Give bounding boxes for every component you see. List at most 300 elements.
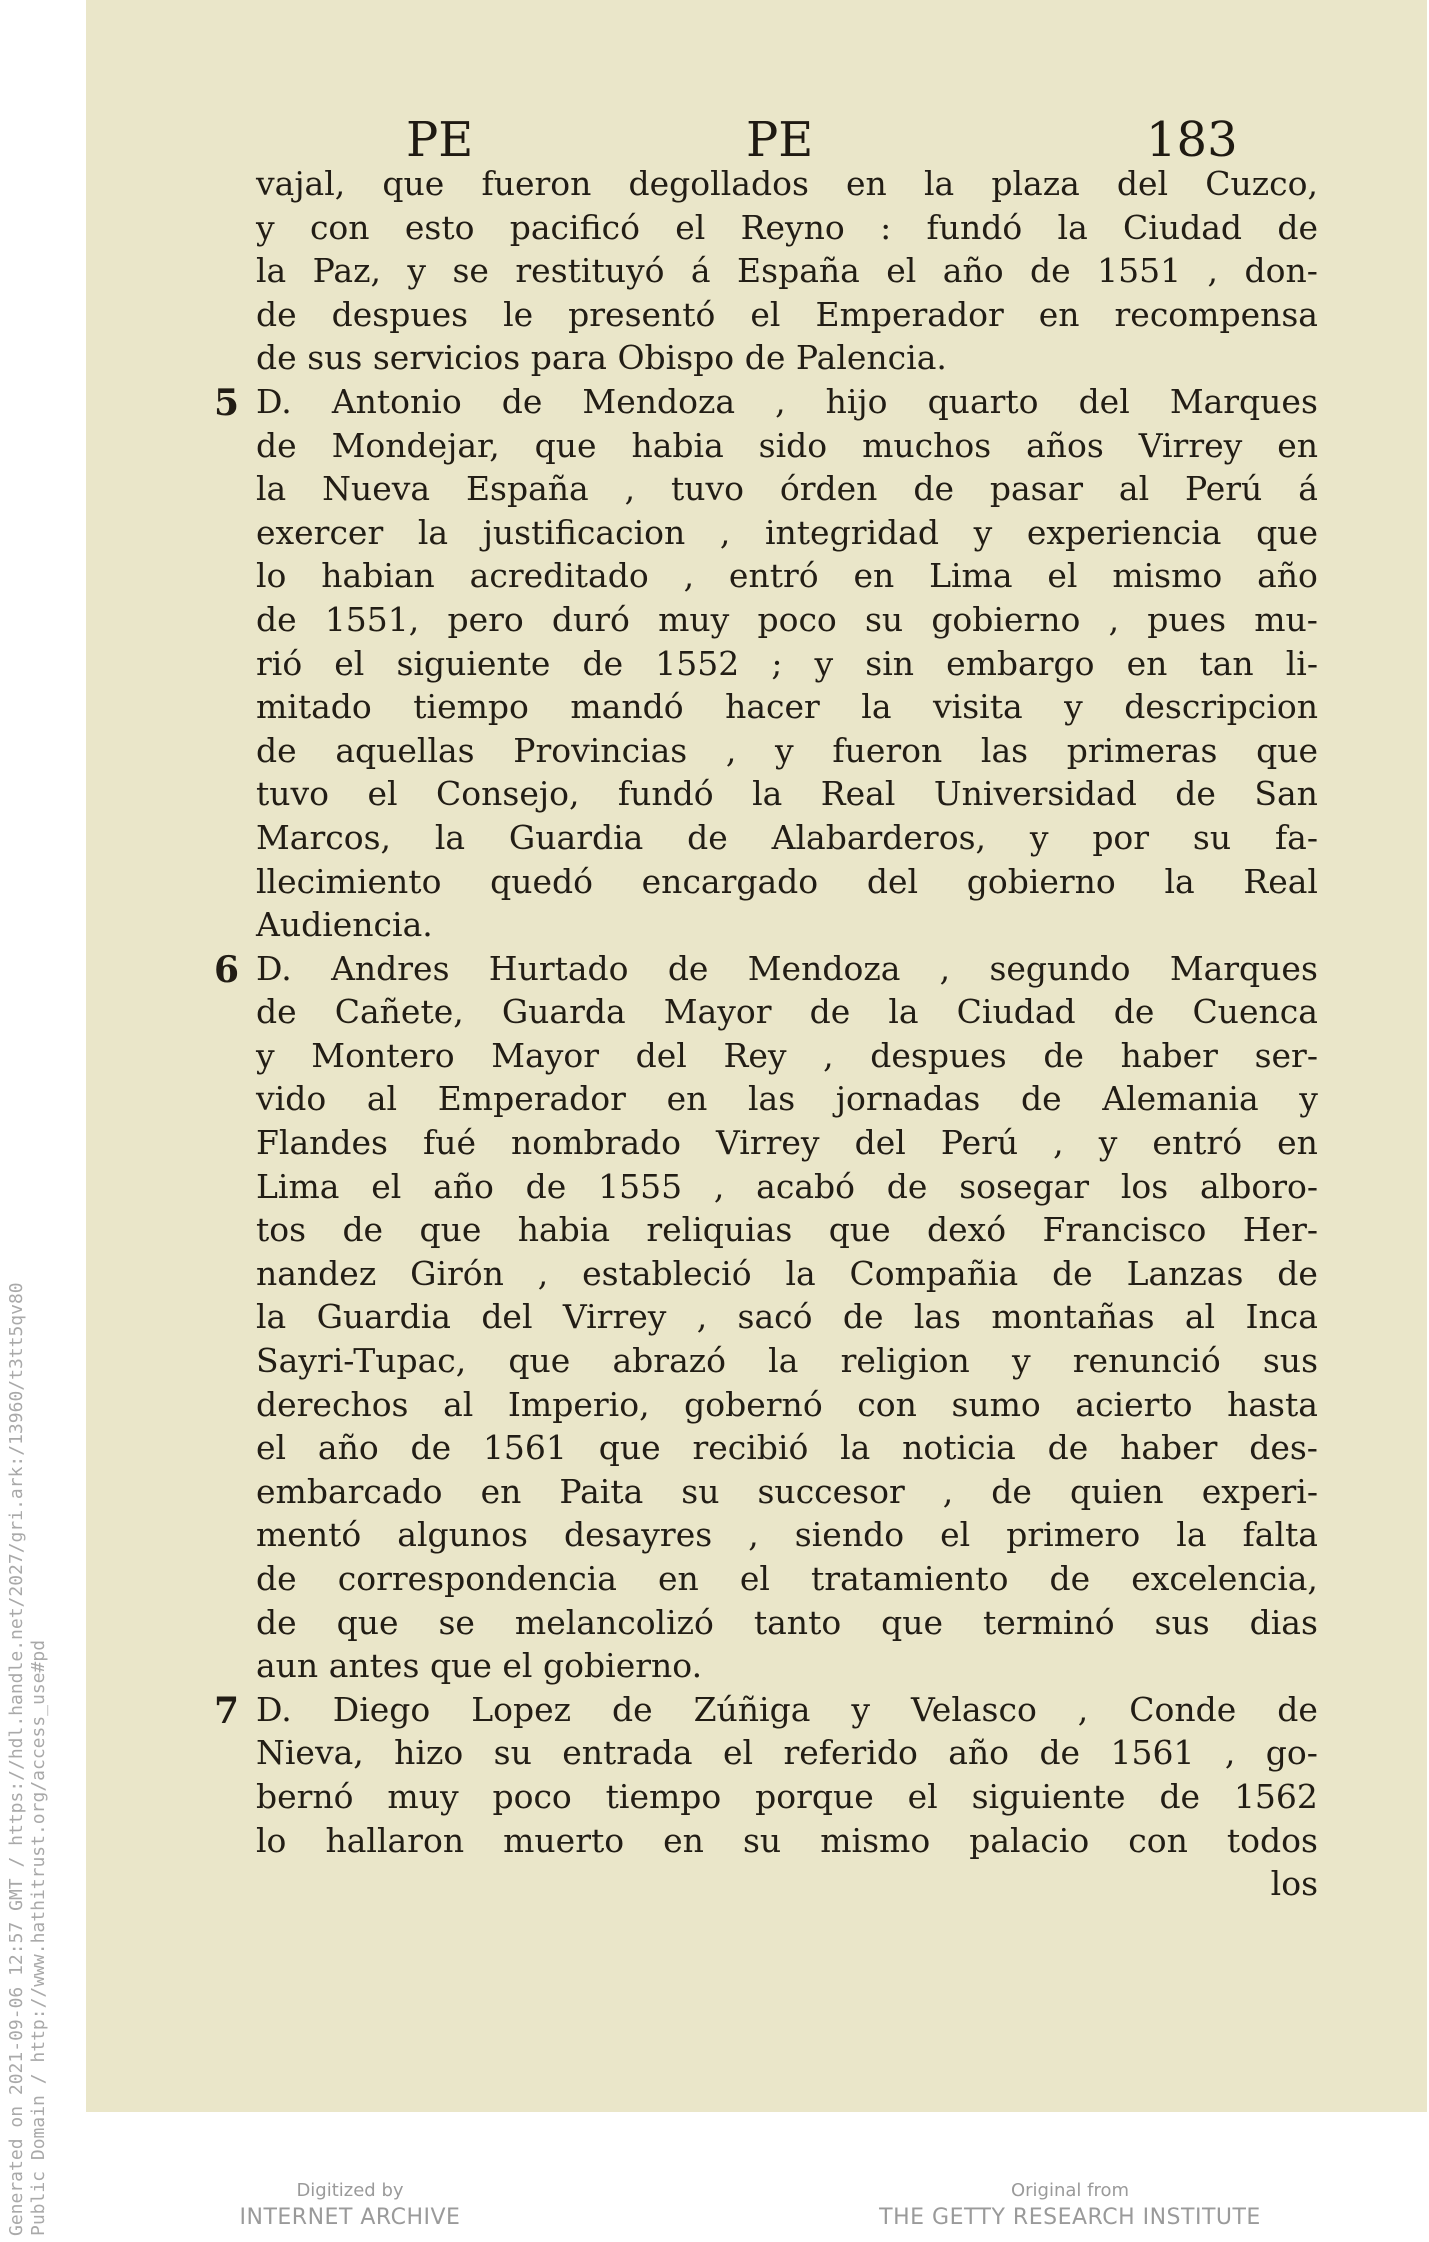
- text-line: [256, 336, 1318, 380]
- word: siendo: [794, 1515, 905, 1555]
- text-line: [256, 990, 1318, 1034]
- word: excelencia,: [1131, 1559, 1318, 1598]
- word: la: [256, 1297, 287, 1337]
- word: Andres: [331, 948, 450, 988]
- text-line: [256, 554, 1318, 598]
- word: ,: [939, 948, 951, 988]
- word: del: [1078, 381, 1130, 421]
- word: restituyó: [515, 251, 665, 291]
- word: ,: [537, 1253, 549, 1293]
- header-left-term: PE: [406, 112, 474, 168]
- word: 1551: [1097, 251, 1182, 291]
- word: Lopez: [471, 1689, 572, 1729]
- word: la: [417, 512, 449, 552]
- word: fué: [423, 1123, 476, 1163]
- word: Mendoza: [747, 948, 901, 988]
- text-line: [256, 598, 1318, 642]
- word: las: [980, 730, 1029, 770]
- word: ser-: [1254, 1035, 1318, 1075]
- word: en: [1277, 425, 1318, 465]
- word: des-: [1249, 1428, 1318, 1468]
- word: de: [1043, 1035, 1084, 1075]
- word: de: [1052, 1253, 1093, 1293]
- word: su: [681, 1471, 720, 1511]
- footer-internet-archive: INTERNET ARCHIVE: [239, 2205, 461, 2230]
- text-line: [256, 772, 1318, 816]
- word: Emperador: [815, 294, 1004, 334]
- word: Virrey: [1138, 425, 1243, 465]
- word: pues: [1147, 599, 1227, 639]
- main-text: [256, 162, 1318, 1906]
- word: entró: [728, 556, 819, 596]
- word: que: [419, 1210, 482, 1250]
- text-line: [256, 685, 1318, 729]
- word: desayres: [564, 1515, 713, 1555]
- word: derechos: [256, 1384, 409, 1424]
- word: vido: [256, 1079, 327, 1119]
- word: Conde: [1129, 1689, 1237, 1729]
- word: el: [886, 251, 917, 291]
- word: descripcion: [1124, 687, 1318, 727]
- word: Cuenca: [1192, 992, 1318, 1032]
- word: palacio: [969, 1820, 1090, 1860]
- word: para: [530, 338, 607, 378]
- word: rió: [256, 643, 303, 683]
- word: el: [940, 1515, 971, 1555]
- word: con: [309, 207, 370, 247]
- word: Nueva: [322, 469, 431, 509]
- word: lo: [256, 1820, 287, 1860]
- word: del: [481, 1297, 533, 1337]
- word: Mendoza: [582, 381, 736, 421]
- word: á: [1298, 469, 1318, 509]
- word: año: [433, 1166, 494, 1206]
- word: gobernó: [684, 1384, 823, 1424]
- word: llecimiento: [256, 861, 442, 901]
- word: estableció: [582, 1253, 752, 1293]
- word: y: [1299, 1079, 1318, 1119]
- word: Perú: [940, 1123, 1019, 1163]
- word: terminó: [983, 1602, 1115, 1642]
- word: de: [1159, 1776, 1201, 1816]
- word: en: [1126, 643, 1168, 683]
- word: la: [840, 1428, 871, 1468]
- word: quien: [1069, 1471, 1164, 1511]
- word: ,: [725, 730, 737, 770]
- word: de: [256, 730, 297, 770]
- word: que: [1256, 512, 1318, 552]
- word: mu-: [1254, 599, 1318, 639]
- word: años: [1026, 425, 1104, 465]
- word: ,: [1207, 251, 1219, 291]
- word: al: [443, 1384, 474, 1424]
- word: del: [866, 861, 919, 901]
- word: tratamiento: [811, 1559, 1009, 1598]
- word: experiencia: [1026, 512, 1222, 552]
- word: en: [853, 556, 895, 596]
- word: montañas: [991, 1297, 1155, 1337]
- text-line: [256, 1034, 1318, 1078]
- word: gobierno: [931, 599, 1081, 639]
- text-line: [256, 1426, 1318, 1470]
- word: tan: [1199, 643, 1254, 683]
- word: la: [785, 1253, 816, 1293]
- word: ,: [696, 1297, 708, 1337]
- word: Sayri-Tupac,: [256, 1341, 467, 1381]
- word: le: [503, 294, 534, 334]
- word: mismo: [820, 1820, 931, 1860]
- word: entrada: [562, 1733, 693, 1773]
- word: hallaron: [325, 1820, 465, 1860]
- word: de: [1277, 1253, 1318, 1293]
- word: Lanzas: [1126, 1253, 1244, 1293]
- word: Palencia.: [795, 338, 947, 378]
- word: el: [675, 207, 706, 247]
- word: Lima: [256, 1166, 340, 1206]
- word: de: [501, 381, 543, 421]
- text-line: [256, 947, 1318, 991]
- word: en: [658, 1559, 699, 1598]
- word: la: [256, 469, 287, 509]
- text-line: [256, 1077, 1318, 1121]
- text-line: [256, 1731, 1318, 1775]
- word: Lima: [929, 556, 1013, 596]
- word: de: [582, 643, 624, 683]
- word: aquellas: [335, 730, 475, 770]
- word: en: [1277, 1123, 1318, 1163]
- text-line: [256, 249, 1318, 293]
- word: de: [913, 469, 954, 509]
- word: primeras: [1066, 730, 1218, 770]
- word: tuvo: [670, 469, 745, 509]
- text-line: [256, 1295, 1318, 1339]
- word: la: [888, 992, 919, 1032]
- word: en: [666, 1079, 708, 1119]
- side-stamp-line-2: Public Domain / http://www.hathitrust.org/access_use#pd: [28, 1639, 49, 2236]
- header-center-term: PE: [746, 112, 814, 168]
- word: se: [452, 251, 489, 291]
- word: don-: [1244, 251, 1318, 291]
- word: ,: [823, 1035, 834, 1075]
- word: pero: [447, 599, 524, 639]
- word: España: [737, 251, 860, 291]
- word: acreditado: [469, 556, 649, 596]
- word: sus: [307, 338, 363, 378]
- word: gobierno: [966, 861, 1116, 901]
- word: de: [809, 992, 851, 1032]
- footer-original-from: Original from: [1010, 2180, 1130, 2201]
- word: quedó: [490, 861, 593, 901]
- word: Cañete,: [334, 992, 464, 1032]
- word: la: [434, 817, 466, 857]
- word: el: [334, 643, 365, 683]
- word: Emperador: [437, 1079, 626, 1119]
- word: Rey: [723, 1035, 787, 1075]
- word: que: [508, 1341, 571, 1381]
- word: Marcos,: [256, 817, 392, 857]
- word: Velasco: [910, 1689, 1037, 1729]
- word: en: [846, 164, 887, 203]
- word: mentó: [256, 1515, 362, 1555]
- word: Virrey: [562, 1297, 667, 1337]
- text-line: [256, 642, 1318, 686]
- word: Marques: [1169, 948, 1318, 988]
- word: Inca: [1245, 1297, 1318, 1337]
- word: del: [854, 1123, 906, 1163]
- word: ;: [771, 643, 783, 683]
- word: sumo: [951, 1384, 1041, 1424]
- word: vajal,: [256, 164, 346, 203]
- word: de: [1030, 251, 1071, 291]
- word: el: [367, 774, 398, 814]
- word: de: [1020, 1079, 1062, 1119]
- word: embargo: [946, 643, 1095, 683]
- entry-number: 5: [214, 382, 240, 424]
- side-stamp-line-1: Generated on 2021-09-06 12:57 GMT / https://hdl.handle.net/2027/gri.ark:/13960/t3tt5qv80: [6, 1282, 27, 2236]
- word: su: [493, 1733, 532, 1773]
- word: reliquias: [646, 1210, 793, 1250]
- word: Provincias: [513, 730, 688, 770]
- word: Obispo: [617, 338, 735, 378]
- word: Antonio: [331, 381, 462, 421]
- word: y: [1064, 687, 1083, 727]
- word: con: [1128, 1820, 1188, 1860]
- word: renunció: [1072, 1341, 1221, 1381]
- word: Real: [820, 774, 896, 814]
- word: y: [851, 1689, 871, 1729]
- word: recompensa: [1114, 294, 1318, 334]
- word: su: [1192, 817, 1232, 857]
- word: Ciudad: [1123, 207, 1243, 247]
- word: Mondejar,: [331, 425, 500, 465]
- word: y: [973, 512, 993, 552]
- word: ,: [775, 381, 786, 421]
- word: Mayor: [491, 1035, 599, 1075]
- word: el: [502, 1646, 533, 1686]
- text-line: [256, 1165, 1318, 1209]
- word: mitado: [256, 687, 372, 727]
- word: y: [1098, 1123, 1118, 1163]
- word: noticia: [902, 1428, 1016, 1468]
- word: el: [1047, 556, 1078, 596]
- footer-original: [860, 2180, 1280, 2230]
- word: ,: [942, 1471, 954, 1511]
- word: pasar: [989, 469, 1084, 509]
- word: año: [1257, 556, 1318, 596]
- word: aun: [256, 1646, 319, 1686]
- word: succesor: [757, 1471, 905, 1511]
- word: siguiente: [396, 643, 551, 683]
- word: poco: [492, 1776, 572, 1816]
- word: de: [1175, 774, 1216, 814]
- word: al: [1118, 469, 1150, 509]
- text-line: [256, 511, 1318, 555]
- word: correspondencia: [337, 1559, 617, 1598]
- catchword-text: los: [1270, 1864, 1318, 1904]
- word: al: [1184, 1297, 1216, 1337]
- word: fa-: [1274, 817, 1318, 857]
- word: justificacion: [482, 512, 686, 552]
- word: año: [948, 1733, 1010, 1773]
- word: de: [842, 1297, 884, 1337]
- word: de: [256, 1602, 297, 1642]
- word: ,: [1108, 599, 1120, 639]
- word: muy: [387, 1776, 459, 1816]
- word: abrazó: [612, 1341, 727, 1381]
- word: ,: [624, 469, 636, 509]
- word: Alemania: [1102, 1079, 1259, 1119]
- word: su: [864, 599, 904, 639]
- word: Ciudad: [956, 992, 1076, 1032]
- word: la: [768, 1341, 799, 1381]
- word: integridad: [764, 512, 939, 552]
- catchword: [256, 1862, 1318, 1906]
- text-line: [256, 1121, 1318, 1165]
- word: servicios: [372, 338, 521, 378]
- text-line: [256, 1775, 1318, 1819]
- word: y: [256, 1035, 275, 1075]
- word: nandez: [256, 1253, 377, 1293]
- text-line: [256, 1339, 1318, 1383]
- word: de: [1277, 207, 1318, 247]
- text-line: [256, 380, 1318, 424]
- word: órden: [779, 469, 878, 509]
- word: entró: [1152, 1123, 1243, 1163]
- word: ,: [683, 556, 695, 596]
- word: degollados: [628, 164, 809, 203]
- word: de: [744, 338, 786, 378]
- word: ,: [719, 512, 731, 552]
- word: Cuzco,: [1205, 164, 1318, 203]
- word: sus: [1154, 1602, 1210, 1642]
- word: la: [1176, 1515, 1207, 1555]
- word: poco: [757, 599, 837, 639]
- word: recibió: [692, 1428, 809, 1468]
- word: habia: [517, 1210, 611, 1250]
- word: gobierno.: [543, 1646, 703, 1686]
- word: se: [438, 1602, 475, 1642]
- word: 1551,: [324, 599, 420, 639]
- word: que: [1256, 730, 1318, 770]
- page-number: 183: [1146, 112, 1238, 168]
- word: de: [991, 1471, 1032, 1511]
- word: D.: [256, 1689, 292, 1729]
- word: Girón: [410, 1253, 504, 1293]
- word: alboro-: [1199, 1166, 1318, 1206]
- word: experi-: [1201, 1471, 1318, 1511]
- word: referido: [783, 1733, 918, 1773]
- word: mismo: [1112, 556, 1223, 596]
- word: religion: [840, 1341, 970, 1381]
- word: despues: [870, 1035, 1007, 1075]
- word: Reyno: [740, 207, 845, 247]
- word: el: [750, 294, 781, 334]
- word: Montero: [311, 1035, 455, 1075]
- text-line: [256, 1644, 1318, 1688]
- word: y: [256, 207, 275, 247]
- word: presentó: [568, 294, 716, 334]
- word: la: [923, 164, 955, 203]
- word: Virrey: [716, 1123, 820, 1163]
- word: tiempo: [413, 687, 529, 727]
- word: muerto: [503, 1820, 625, 1860]
- word: que: [828, 1210, 891, 1250]
- word: primero: [1006, 1515, 1141, 1555]
- text-line: [256, 816, 1318, 860]
- word: antes: [328, 1646, 420, 1686]
- word: habian: [321, 556, 435, 596]
- word: algunos: [397, 1515, 528, 1555]
- word: quarto: [927, 381, 1039, 421]
- word: ,: [1224, 1733, 1236, 1773]
- word: Real: [1243, 861, 1318, 901]
- word: año: [317, 1428, 379, 1468]
- book-page: [86, 0, 1427, 2112]
- word: que: [534, 425, 597, 465]
- word: Francisco: [1042, 1210, 1207, 1250]
- word: de: [1047, 1428, 1089, 1468]
- word: la: [861, 687, 892, 727]
- text-line: [256, 1208, 1318, 1252]
- footer-digitized: [200, 2180, 500, 2230]
- word: todos: [1226, 1820, 1318, 1860]
- word: del: [1116, 164, 1169, 203]
- word: melancolizó: [514, 1602, 714, 1642]
- word: D.: [256, 948, 292, 988]
- word: siguiente: [971, 1776, 1126, 1816]
- text-line: [256, 1470, 1318, 1514]
- word: haber: [1120, 1428, 1218, 1468]
- word: de: [256, 992, 297, 1032]
- word: encargado: [641, 861, 819, 901]
- word: al: [366, 1079, 398, 1119]
- word: del: [635, 1035, 687, 1075]
- word: Audiencia.: [256, 905, 433, 945]
- text-line: [256, 424, 1318, 468]
- text-line: [256, 467, 1318, 511]
- word: España: [465, 469, 589, 509]
- word: de: [667, 948, 709, 988]
- word: hijo: [825, 381, 888, 421]
- word: San: [1254, 774, 1318, 814]
- word: á: [690, 251, 711, 291]
- word: embarcado: [256, 1471, 443, 1511]
- word: lo: [256, 556, 287, 596]
- word: 1561: [482, 1428, 567, 1468]
- word: bernó: [256, 1776, 354, 1816]
- word: tos: [256, 1210, 307, 1250]
- word: Guardia: [508, 817, 644, 857]
- word: por: [1092, 817, 1150, 857]
- word: y: [775, 730, 794, 770]
- word: acabó: [756, 1166, 855, 1206]
- word: con: [857, 1384, 917, 1424]
- word: muy: [658, 599, 730, 639]
- text-line: [256, 729, 1318, 773]
- word: que: [382, 164, 445, 203]
- word: esto: [404, 207, 475, 247]
- word: y: [1029, 817, 1049, 857]
- word: en: [1038, 294, 1080, 334]
- word: falta: [1242, 1515, 1318, 1555]
- word: Diego: [332, 1689, 431, 1729]
- word: el: [907, 1776, 938, 1816]
- word: tanto: [753, 1602, 842, 1642]
- word: Guarda: [501, 992, 626, 1032]
- word: porque: [755, 1776, 874, 1816]
- text-line: [256, 1601, 1318, 1645]
- word: en: [480, 1471, 522, 1511]
